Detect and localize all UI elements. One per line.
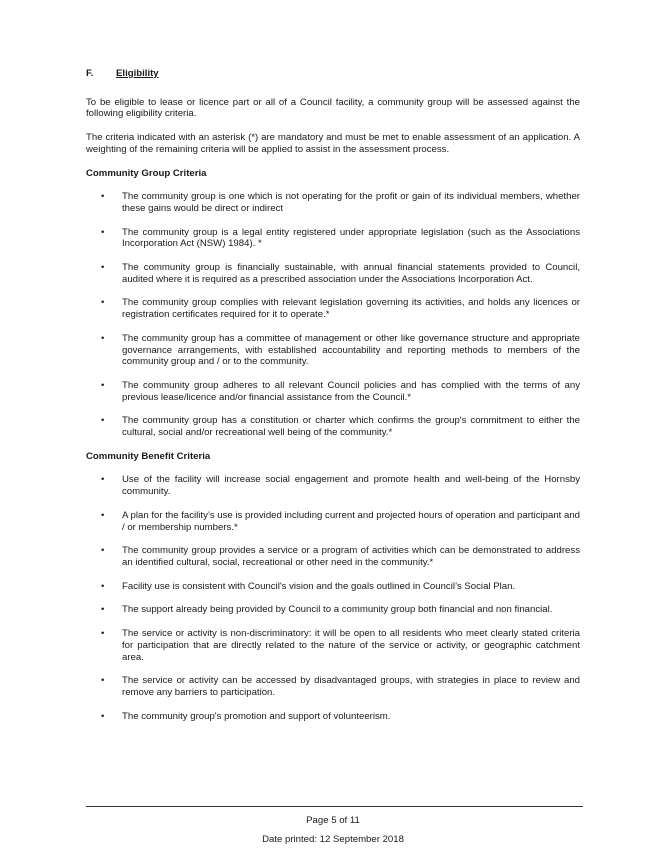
page-number: Page 5 of 11: [306, 815, 360, 826]
list-item-text: The community group adheres to all relevant Council policies and has complied with the terms of any previous lease/licence and/or financial assistance from the Council.*: [122, 379, 580, 403]
section-heading: [86, 68, 580, 80]
list-item-text: The community group has a committee of management or other like governance structure and appropriate governance arrangements, with established accountability and reporting methods to members of the community group and / or to the community.: [122, 332, 580, 368]
bullet-icon: •: [101, 710, 105, 722]
bullet-icon: •: [101, 628, 105, 640]
list-item-text: The community group's promotion and support of volunteerism.: [122, 710, 391, 722]
section-title: Eligibility: [116, 68, 159, 79]
community-benefit-criteria-heading: Community Benefit Criteria: [86, 450, 211, 462]
list-item: [86, 415, 580, 438]
intro-paragraph-1: To be eligible to lease or licence part or all of a Council facility, a community group will be assessed against the following eligibility criteria.: [86, 96, 580, 120]
list-item: [86, 227, 580, 250]
document-body: [86, 68, 580, 734]
bullet-icon: •: [101, 332, 105, 344]
bullet-icon: •: [101, 226, 105, 238]
list-item: [86, 262, 580, 285]
bullet-icon: •: [101, 509, 105, 521]
list-item-text: The community group complies with relevant legislation governing its activities, and holds any licences or registration certificates required for it to operate.*: [122, 297, 580, 321]
list-item-text: The community group is one which is not operating for the profit or gain of its individual members, whether these gains would be direct or indirect: [122, 191, 580, 214]
list-item-text: Use of the facility will increase social engagement and promote health and well-being of the Hornsby community.: [122, 474, 580, 498]
intro-paragraph-2: The criteria indicated with an asterisk (*) are mandatory and must be met to enable assessment of an application. A weighting of the remaining criteria will be applied to assist in the assessment process.: [86, 132, 580, 155]
bullet-icon: •: [101, 604, 105, 616]
section-letter: F.: [86, 68, 94, 79]
list-item: [86, 191, 580, 214]
list-item: [86, 604, 580, 616]
list-item: [86, 297, 580, 320]
footer-divider: [86, 806, 583, 807]
list-item-text: The service or activity can be accessed by disadvantaged groups, with strategies in place to review and remove any barriers to participation.: [122, 675, 580, 698]
list-item-text: A plan for the facility’s use is provided including current and projected hours of operation and participant and / or membership numbers.*: [122, 509, 580, 533]
bullet-icon: •: [101, 580, 105, 592]
date-printed: Date printed: 12 September 2018: [262, 834, 404, 845]
bullet-icon: •: [101, 474, 105, 486]
bullet-icon: •: [101, 297, 105, 309]
bullet-icon: •: [101, 262, 105, 274]
bullet-icon: •: [101, 675, 105, 687]
list-item-text: Facility use is consistent with Council's vision and the goals outlined in Council’s Social Plan.: [122, 580, 516, 592]
community-group-criteria-list: [86, 191, 580, 439]
list-item: [86, 545, 580, 568]
bullet-icon: •: [101, 191, 105, 203]
list-item: [86, 510, 580, 533]
list-item: [86, 711, 580, 723]
list-item-text: The community group is financially sustainable, with annual financial statements provided to Council, audited where it is required as a prescribed association under the Associations Incorporation Act.: [122, 262, 580, 285]
list-item: [86, 581, 580, 593]
list-item-text: The community group has a constitution or charter which confirms the group's commitment to either the cultural, social and/or recreational well being of the community.*: [122, 415, 580, 439]
list-item-text: The service or activity is non-discriminatory: it will be open to all residents who meet clearly stated criteria for participation that are directly related to the nature of the service or activity, or geographic catchment area.: [122, 628, 580, 663]
list-item-text: The community group is a legal entity registered under appropriate legislation (such as the Associations Incorporation Act (NSW) 1984). *: [122, 226, 580, 250]
list-item: [86, 628, 580, 663]
bullet-icon: •: [101, 545, 105, 557]
list-item: [86, 675, 580, 698]
bullet-icon: •: [101, 415, 105, 427]
list-item: [86, 380, 580, 403]
list-item-text: The support already being provided by Council to a community group both financial and non financial.: [122, 604, 553, 616]
community-group-criteria-heading: Community Group Criteria: [86, 167, 207, 179]
list-item: [86, 333, 580, 368]
community-benefit-criteria-list: [86, 474, 580, 722]
list-item-text: The community group provides a service or a program of activities which can be demonstrated to address an identified cultural, social, recreational or other need in the community.*: [122, 545, 580, 568]
list-item: [86, 474, 580, 497]
bullet-icon: •: [101, 379, 105, 391]
